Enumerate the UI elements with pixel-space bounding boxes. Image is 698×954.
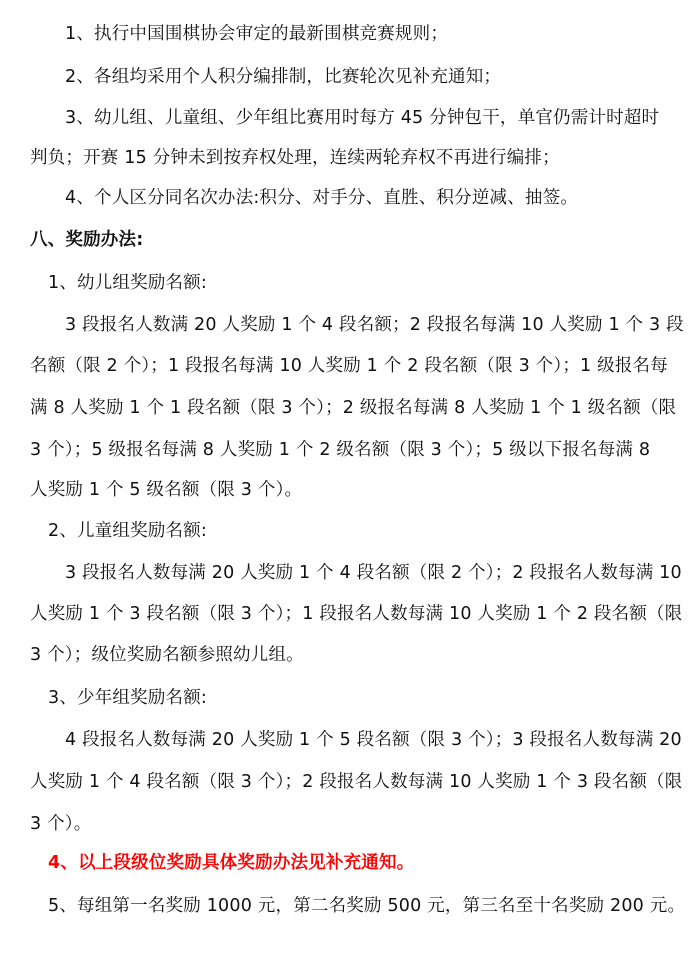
youth-line-3: 3 个）。 bbox=[30, 814, 92, 834]
rule-2: 2、各组均采用个人积分编排制，比赛轮次见补充通知； bbox=[65, 67, 502, 87]
toddler-line-4: 3 个）；5 级报名每满 8 人奖励 1 个 2 级名额（限 3 个）；5 级以下报名每满 8 bbox=[30, 440, 651, 460]
youth-heading: 3、少年组奖励名额: bbox=[48, 688, 208, 708]
rule-4: 4、个人区分同名次办法:积分、对手分、直胜、积分逆减、抽签。 bbox=[65, 188, 579, 208]
children-line-3: 3 个）；级位奖励名额参照幼儿组。 bbox=[30, 645, 304, 665]
rule-3-line-1: 3、幼儿组、儿童组、少年组比赛用时每方 45 分钟包干，单官仍需计时超时 bbox=[65, 108, 660, 128]
children-line-1: 3 段报名人数每满 20 人奖励 1 个 4 段名额（限 2 个）；2 段报名人数每满 10 bbox=[65, 563, 682, 583]
children-line-2: 人奖励 1 个 3 段名额（限 3 个）；1 段报名人数每满 10 人奖励 1 个 2 段名额（限 bbox=[30, 604, 683, 624]
rule-1: 1、执行中国围棋协会审定的最新围棋竞赛规则； bbox=[65, 24, 449, 44]
section-title-awards: 八、奖励办法: bbox=[30, 230, 144, 250]
rule-3-line-2: 判负；开赛 15 分钟未到按弃权处理，连续两轮弃权不再进行编排； bbox=[30, 148, 560, 168]
toddler-line-1: 3 段报名人数满 20 人奖励 1 个 4 段名额；2 段报名每满 10 人奖励 1 个 3 段 bbox=[65, 315, 684, 335]
cash-awards: 5、每组第一名奖励 1000 元，第二名奖励 500 元，第三名至十名奖励 200 元。 bbox=[48, 896, 686, 916]
children-heading: 2、儿童组奖励名额: bbox=[48, 521, 208, 541]
youth-line-1: 4 段报名人数每满 20 人奖励 1 个 5 段名额（限 3 个）；3 段报名人数每满 20 bbox=[65, 730, 682, 750]
toddler-line-2: 名额（限 2 个）；1 段报名每满 10 人奖励 1 个 2 段名额（限 3 个）；1 级报名每 bbox=[30, 356, 668, 376]
toddler-line-3: 满 8 人奖励 1 个 1 段名额（限 3 个）；2 级报名每满 8 人奖励 1 个 1 级名额（限 bbox=[30, 398, 677, 418]
note-red: 4、以上段级位奖励具体奖励办法见补充通知。 bbox=[48, 853, 415, 873]
youth-line-2: 人奖励 1 个 4 段名额（限 3 个）；2 段报名人数每满 10 人奖励 1 个 3 段名额（限 bbox=[30, 772, 683, 792]
toddler-line-5: 人奖励 1 个 5 级名额（限 3 个）。 bbox=[30, 480, 303, 500]
toddler-heading: 1、幼儿组奖励名额: bbox=[48, 273, 208, 293]
